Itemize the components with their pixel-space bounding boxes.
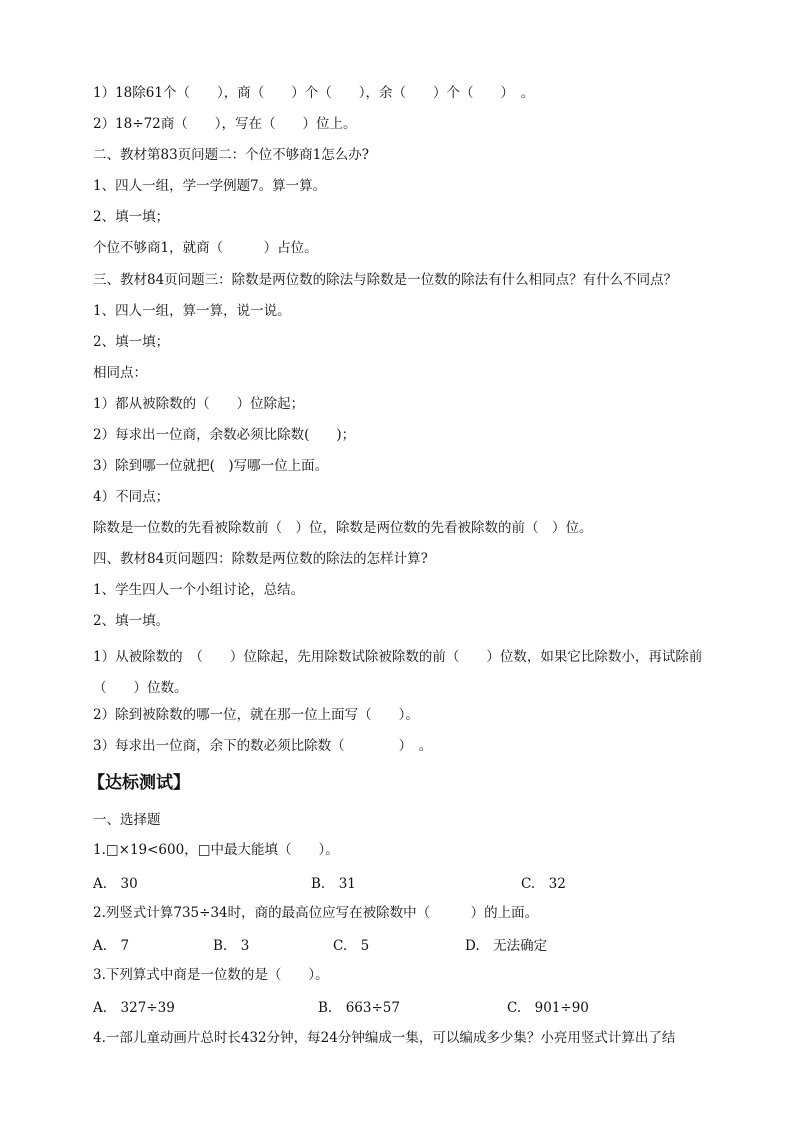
instruction-line: 2、填一填；	[93, 209, 170, 225]
question-type-heading: 一、选择题	[93, 812, 161, 828]
fill-line: 1）都从被除数的（ ）位除起；	[93, 396, 305, 412]
section-title: 【达标测试】	[88, 773, 190, 793]
option: A. 7	[93, 938, 130, 954]
option: C. 32	[521, 876, 566, 892]
question-heading-3: 三、教材84页问题三：除数是两位数的除法与除数是一位数的除法有什么相同点？有什么不同点？	[93, 272, 678, 288]
question-2-options	[93, 934, 733, 954]
fill-line-2: 2）18÷72商（ ），写在（ ）位上。	[93, 116, 357, 132]
fill-line: 2）除到被除数的哪一位，就在那一位上面写（ ）。	[93, 707, 419, 723]
instruction-line: 1、四人一组，算一算，说一说。	[93, 303, 291, 319]
question-1-options	[93, 872, 733, 892]
fill-line: 3）每求出一位商，余下的数必须比除数（ ） 。	[93, 738, 433, 754]
fill-paragraph: 1）从被除数的 （ ）位除起，先用除数试除被除数的前（ ）位数，如果它比除数小，再试除前（ ）位数。	[93, 649, 703, 696]
instruction-line: 2、填一填。	[93, 613, 170, 629]
option: B. 31	[311, 876, 356, 892]
instruction-line: 2、填一填；	[93, 334, 170, 350]
option: D. 无法确定	[465, 938, 548, 954]
option: A. 30	[93, 876, 138, 892]
question-1: 1.□×19<600，□中最大能填（ ）。	[93, 842, 339, 858]
option: C. 901÷90	[507, 1000, 589, 1016]
question-heading-4: 四、教材84页问题四：除数是两位数的除法的怎样计算?	[93, 551, 428, 567]
option: C. 5	[333, 938, 370, 954]
subheading-similarities: 相同点：	[93, 365, 147, 381]
option: B. 3	[213, 938, 250, 954]
question-3: 3.下列算式中商是一位数的是（ ）。	[93, 967, 329, 983]
fill-line: 除数是一位数的先看被除数前（ ）位，除数是两位数的先看被除数的前（ ）位。	[93, 520, 593, 536]
question-heading-2: 二、教材第83页问题二：个位不够商1怎么办?	[93, 147, 370, 163]
subheading-differences: 4）不同点；	[93, 489, 170, 505]
fill-line: 3）除到哪一位就把( )写哪一位上面。	[93, 458, 329, 474]
question-4: 4.一部儿童动画片总时长432分钟，每24分钟编成一集，可以编成多少集？小亮用竖式计算出了结	[93, 1030, 676, 1046]
instruction-line: 1、四人一组，学一学例题7。算一算。	[93, 178, 327, 194]
fill-line-1: 1）18除61个（ ），商（ ）个（ ），余（ ）个（ ） 。	[93, 85, 535, 101]
question-3-options	[93, 996, 733, 1016]
option: A. 327÷39	[93, 1000, 175, 1016]
instruction-line: 1、学生四人一个小组讨论，总结。	[93, 582, 305, 598]
fill-line: 个位不够商1，就商（ ）占位。	[93, 240, 318, 256]
fill-line: 2）每求出一位商，余数必须比除数( )；	[93, 427, 356, 443]
option: B. 663÷57	[318, 1000, 400, 1016]
question-2: 2.列竖式计算735÷34时，商的最高位应写在被除数中（ ）的上面。	[93, 905, 539, 921]
